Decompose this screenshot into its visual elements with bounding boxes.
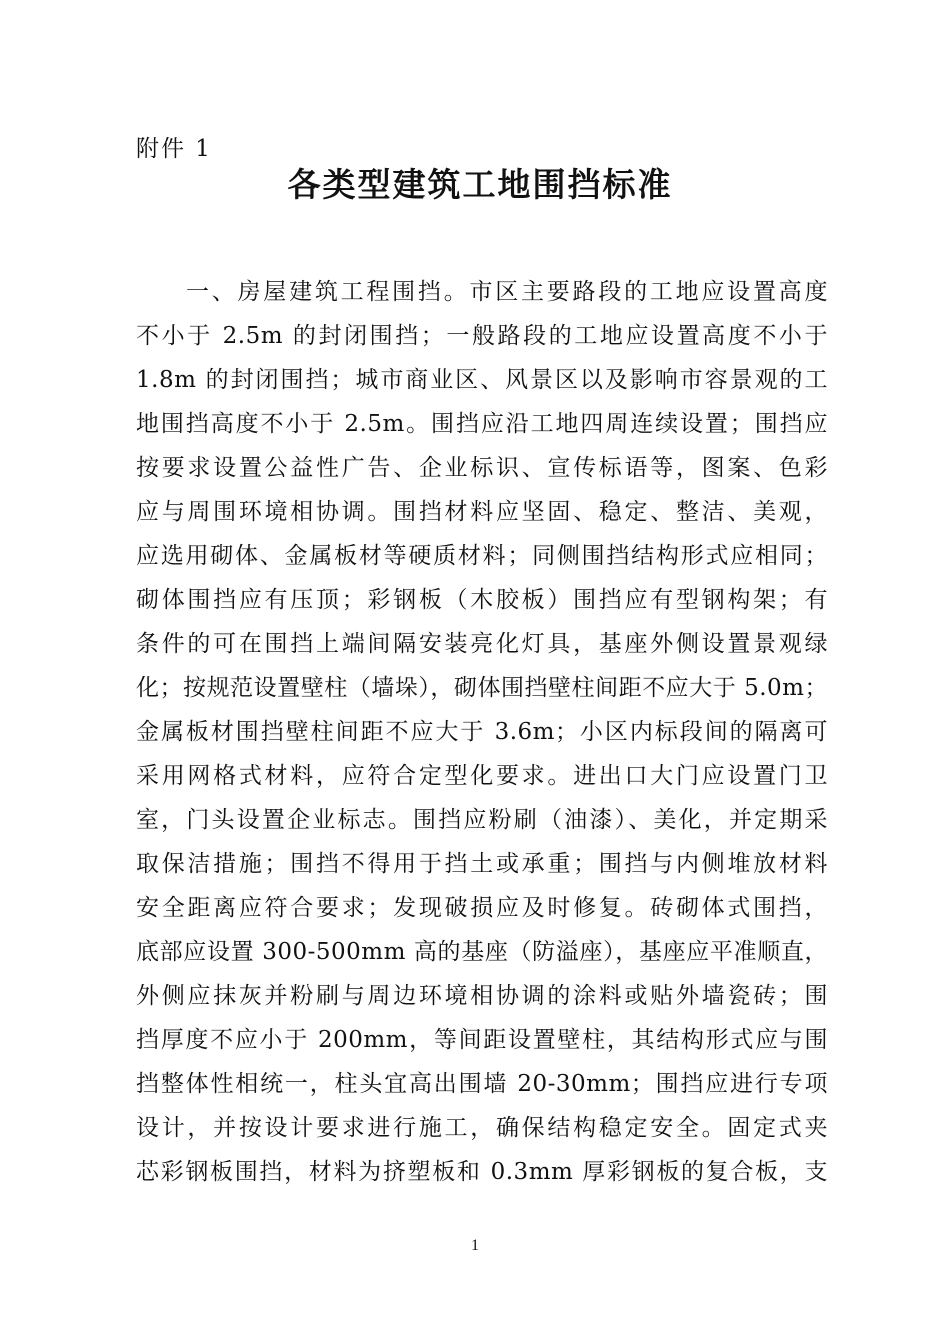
paragraph-line: 条件的可在围挡上端间隔安装亮化灯具，基座外侧设置景观绿 xyxy=(136,631,828,657)
paragraph-line: 外侧应抹灰并粉刷与周边环境相协调的涂料或贴外墙瓷砖；围 xyxy=(136,983,828,1009)
paragraph-line: 按要求设置公益性广告、企业标识、宣传标语等，图案、色彩 xyxy=(136,455,828,481)
paragraph-line: 金属板材围挡壁柱间距不应大于 3.6m；小区内标段间的隔离可 xyxy=(136,719,828,745)
paragraph-line: 设计，并按设计要求进行施工，确保结构稳定安全。固定式夹 xyxy=(136,1115,828,1141)
document-title: 各类型建筑工地围挡标准 xyxy=(287,165,673,204)
paragraph-line: 不小于 2.5m 的封闭围挡；一般路段的工地应设置高度不小于 xyxy=(136,323,828,349)
paragraph-line: 应与周围环境相协调。围挡材料应坚固、稳定、整洁、美观， xyxy=(136,499,828,525)
paragraph-line: 安全距离应符合要求；发现破损应及时修复。砖砌体式围挡， xyxy=(136,895,828,921)
paragraph-line: 挡整体性相统一，柱头宜高出围墙 20-30mm；围挡应进行专项 xyxy=(136,1071,828,1097)
paragraph-line: 底部应设置 300-500mm 高的基座（防溢座），基座应平准顺直， xyxy=(136,939,828,965)
attachment-label: 附件 1 xyxy=(136,136,212,162)
paragraph-line: 应选用砌体、金属板材等硬质材料；同侧围挡结构形式应相同； xyxy=(136,543,828,569)
paragraph-line: 化；按规范设置壁柱（墙垛），砌体围挡壁柱间距不应大于 5.0m； xyxy=(136,675,828,701)
paragraph-line: 挡厚度不应小于 200mm，等间距设置壁柱，其结构形式应与围 xyxy=(136,1027,828,1053)
paragraph-line: 砌体围挡应有压顶；彩钢板（木胶板）围挡应有型钢构架；有 xyxy=(136,587,828,613)
paragraph-line: 芯彩钢板围挡，材料为挤塑板和 0.3mm 厚彩钢板的复合板，支 xyxy=(136,1159,828,1185)
paragraph-line: 采用网格式材料，应符合定型化要求。进出口大门应设置门卫 xyxy=(136,763,828,789)
paragraph-line: 地围挡高度不小于 2.5m。围挡应沿工地四周连续设置；围挡应 xyxy=(136,411,828,437)
paragraph-line: 一、房屋建筑工程围挡。市区主要路段的工地应设置高度 xyxy=(186,279,828,305)
paragraph-line: 取保洁措施；围挡不得用于挡土或承重；围挡与内侧堆放材料 xyxy=(136,851,828,877)
page-number: 1 xyxy=(471,1237,479,1254)
paragraph-line: 室，门头设置企业标志。围挡应粉刷（油漆）、美化，并定期采 xyxy=(136,807,828,833)
body-paragraph xyxy=(136,270,828,1194)
paragraph-line: 1.8m 的封闭围挡；城市商业区、风景区以及影响市容景观的工 xyxy=(136,367,828,393)
